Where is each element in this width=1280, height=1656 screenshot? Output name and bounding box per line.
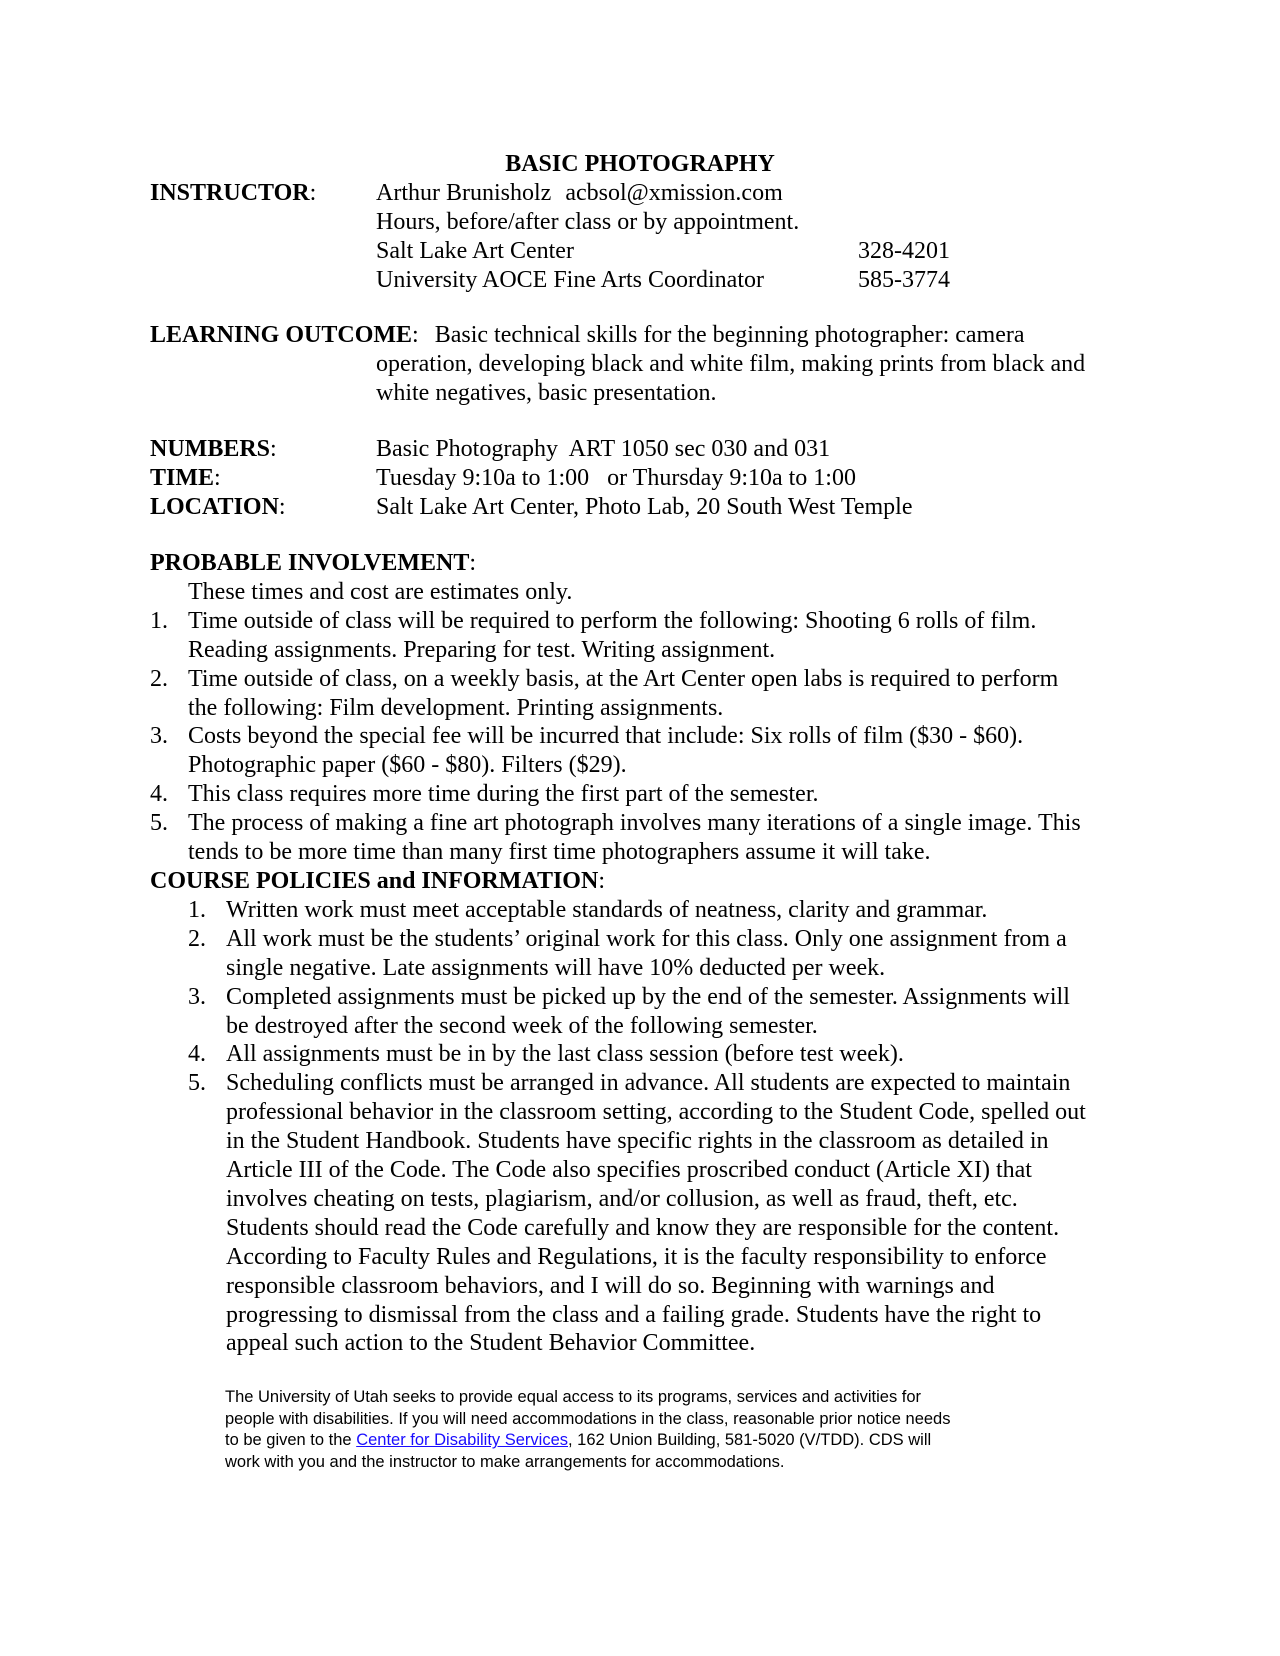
location-label: LOCATION [150, 493, 279, 520]
notice-text: , 162 Union Building, 581-5020 (V/TDD). CDS will [568, 1431, 932, 1450]
list-text: All work must be the students’ original work for this class. Only one assignment from a [226, 925, 1067, 952]
list-text: Photographic paper ($60 - $80). Filters ($29). [188, 752, 627, 779]
list-text: Reading assignments. Preparing for test. Writing assignment. [188, 636, 776, 663]
notice-text: to be given to the [225, 1431, 357, 1450]
list-text: appeal such action to the Student Behavior Committee. [226, 1330, 756, 1357]
time-value: Tuesday 9:10a to 1:00 or Thursday 9:10a to 1:00 [376, 464, 856, 491]
instructor-section [150, 179, 1130, 295]
list-item [150, 780, 1150, 809]
list-text: Article III of the Code. The Code also specifies proscribed conduct (Article XI) that [226, 1157, 1032, 1184]
list-text: be destroyed after the second week of the following semester. [226, 1012, 818, 1039]
time-label: TIME [150, 464, 215, 491]
list-text: This class requires more time during the first part of the semester. [188, 781, 819, 808]
list-text: Costs beyond the special fee will be incurred that include: Six rolls of film ($30 - $60). [188, 723, 1024, 750]
numbers-colon: : [270, 436, 277, 462]
list-text: involves cheating on tests, plagiarism, and/or collusion, as well as fraud, theft, etc. [226, 1185, 1018, 1212]
list-text: The process of making a fine art photograph involves many iterations of a single image. This [188, 810, 1081, 837]
list-item [150, 607, 1150, 665]
list-text: Time outside of class will be required to perform the following: Shooting 6 rolls of film. [188, 607, 1037, 634]
instructor-label: INSTRUCTOR [150, 180, 310, 206]
location-colon: : [278, 493, 286, 520]
contact-row [376, 266, 950, 295]
contact-phone: 328-4201 [858, 237, 950, 264]
list-number: 2. [188, 925, 206, 952]
list-number: 4. [188, 1041, 206, 1068]
list-number: 1. [150, 607, 168, 634]
instructor-hours: Hours, before/after class or by appointment. [376, 208, 800, 235]
involvement-heading: PROBABLE INVOLVEMENT [150, 550, 470, 576]
list-item [188, 1040, 1150, 1069]
list-number: 5. [188, 1070, 206, 1097]
disability-notice [225, 1387, 1045, 1473]
list-text: professional behavior in the classroom setting, according to the Student Code, spelled out [226, 1099, 1086, 1126]
notice-line: people with disabilities. If you will need accommodations in the class, reasonable prior notice needs [225, 1409, 951, 1428]
list-item [188, 896, 1150, 925]
list-text: tends to be more time than many first time photographers assume it will take. [188, 839, 931, 866]
policies-heading: COURSE POLICIES and INFORMATION [150, 867, 599, 894]
disability-services-link[interactable]: Center for Disability Services [356, 1431, 569, 1450]
list-text: All assignments must be in by the last class session (before test week). [226, 1041, 904, 1068]
list-text: single negative. Late assignments will have 10% deducted per week. [226, 954, 886, 981]
learning-outcome-line2: operation, developing black and white film, making prints from black and [376, 350, 1086, 377]
location-value: Salt Lake Art Center, Photo Lab, 20 South West Temple [376, 493, 913, 520]
list-text: Time outside of class, on a weekly basis, at the Art Center open labs is required to perform [188, 665, 1059, 692]
list-number: 5. [150, 810, 168, 837]
learning-outcome-line1: Basic technical skills for the beginning photographer: camera [434, 322, 1025, 348]
page-title: BASIC PHOTOGRAPHY [505, 151, 775, 177]
list-text: Students should read the Code carefully and know they are responsible for the content. [226, 1214, 1060, 1241]
list-item [150, 665, 1150, 723]
list-text: progressing to dismissal from the class and a failing grade. Students have the right to [226, 1301, 1042, 1328]
list-item [188, 925, 1150, 983]
list-item [150, 809, 1150, 867]
learning-outcome-section [150, 321, 1130, 408]
notice-line [225, 1430, 1045, 1452]
list-number: 2. [150, 665, 168, 692]
instructor-colon: : [309, 180, 317, 206]
contact-name: Salt Lake Art Center [376, 237, 574, 264]
involvement-colon: : [469, 550, 477, 576]
contact-name: University AOCE Fine Arts Coordinator [376, 266, 764, 293]
list-number: 4. [150, 781, 168, 808]
contact-phone: 585-3774 [858, 266, 950, 293]
course-info-section [150, 435, 1130, 522]
instructor-name: Arthur Brunisholz [376, 180, 552, 206]
list-text: responsible classroom behaviors, and I will do so. Beginning with warnings and [226, 1272, 995, 1299]
list-number: 3. [150, 723, 168, 750]
learning-outcome-colon: : [412, 322, 419, 348]
policies-colon: : [598, 867, 605, 894]
list-text: Completed assignments must be picked up by the end of the semester. Assignments will [226, 983, 1070, 1010]
involvement-list [150, 607, 1150, 867]
policies-list [150, 896, 1150, 1359]
list-text: According to Faculty Rules and Regulations, it is the faculty responsibility to enforce [226, 1243, 1047, 1270]
learning-outcome-label: LEARNING OUTCOME [150, 322, 413, 348]
list-number: 3. [188, 983, 206, 1010]
involvement-section [150, 549, 1150, 1358]
notice-line: The University of Utah seeks to provide equal access to its programs, services and activities for [225, 1388, 922, 1406]
list-text: the following: Film development. Printing assignments. [188, 694, 724, 721]
contact-row [376, 237, 950, 266]
list-text: in the Student Handbook. Students have specific rights in the classroom as detailed in [226, 1128, 1049, 1155]
list-item [150, 722, 1150, 780]
list-text: Written work must meet acceptable standards of neatness, clarity and grammar. [226, 896, 988, 923]
list-text: Scheduling conflicts must be arranged in advance. All students are expected to maintain [226, 1070, 1071, 1097]
list-number: 1. [188, 896, 206, 923]
list-item [188, 983, 1150, 1041]
numbers-value: Basic Photography ART 1050 sec 030 and 031 [376, 436, 831, 462]
list-item [188, 1069, 1150, 1358]
instructor-email: acbsol@xmission.com [565, 180, 783, 206]
notice-line: work with you and the instructor to make arrangements for accommodations. [225, 1452, 785, 1471]
involvement-intro: These times and cost are estimates only. [188, 578, 573, 605]
time-colon: : [214, 464, 221, 491]
learning-outcome-line3: white negatives, basic presentation. [376, 379, 717, 406]
numbers-label: NUMBERS [150, 436, 271, 462]
